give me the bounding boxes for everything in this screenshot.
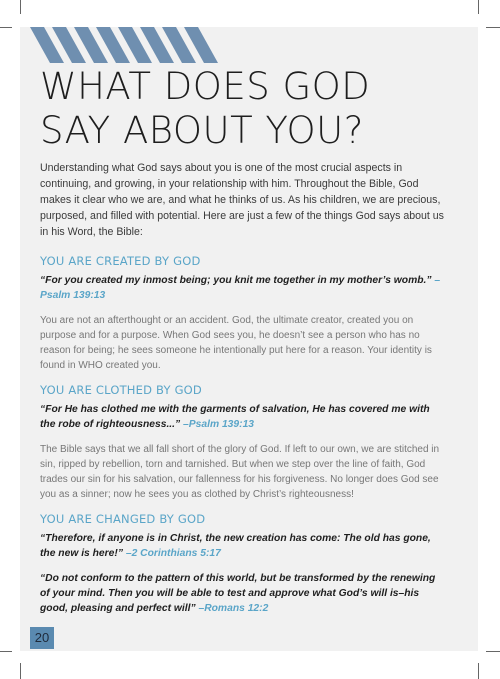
crop-mark bbox=[478, 0, 479, 14]
section-body: You are not an afterthought or an accident. God, the ultimate creator, created you on purpose and for a purpose. When God sees you, he doesn’t see a person who has no reason for being; he sees someone he intentionally put here for a reason. Your identity is found in WHO created you. bbox=[40, 315, 432, 371]
decorative-stripes bbox=[30, 27, 230, 63]
section-heading: YOU ARE CREATED BY GOD bbox=[40, 254, 201, 268]
page-number: 20 bbox=[30, 627, 54, 649]
scripture-quote bbox=[40, 571, 445, 616]
scripture-reference: –Romans 12:2 bbox=[198, 603, 269, 614]
scripture-quote bbox=[40, 531, 445, 561]
section-changed bbox=[40, 512, 445, 616]
section-body: The Bible says that we all fall short of the glory of God. If left to our own, we are stitched in sin, ripped by rebellion, torn and tarnished. But when we step over the line of faith, God trades our sin for his salvation, our fallenness for his forgiveness. No longer does God see you as a sinner; now he sees you as clothed by Christ’s righteousness! bbox=[40, 444, 440, 500]
crop-mark bbox=[0, 27, 12, 28]
quote-text: “Do not conform to the pattern of this world, but be transformed by the renewing of your mind. Then you will be able to test and approve what God’s will is–his good, pleasing and perfect will” bbox=[40, 573, 436, 614]
section-heading: YOU ARE CLOTHED BY GOD bbox=[40, 383, 202, 397]
crop-mark bbox=[20, 663, 21, 679]
section-created bbox=[40, 254, 445, 373]
scripture-quote bbox=[40, 273, 445, 303]
crop-mark bbox=[486, 27, 500, 28]
content bbox=[40, 160, 445, 626]
quote-text: “Therefore, if anyone is in Christ, the new creation has come: The old has gone, the new is here!” bbox=[40, 533, 431, 559]
quote-text: “For He has clothed me with the garments of salvation, He has covered me with the robe of righteousness...” bbox=[40, 404, 430, 430]
scripture-quote bbox=[40, 402, 445, 432]
page-title: WHAT DOES GOD SAY ABOUT YOU? bbox=[40, 65, 371, 152]
crop-mark bbox=[478, 663, 479, 679]
section-heading: YOU ARE CHANGED BY GOD bbox=[40, 512, 206, 526]
scripture-reference: –Psalm 139:13 bbox=[183, 419, 255, 430]
crop-mark bbox=[0, 651, 12, 652]
scripture-reference: –2 Corinthians 5:17 bbox=[125, 548, 221, 559]
crop-mark bbox=[20, 0, 21, 14]
crop-mark bbox=[486, 651, 500, 652]
section-clothed bbox=[40, 383, 445, 502]
scripture-reference: –Psalm 139:13 bbox=[40, 275, 441, 301]
intro-paragraph: Understanding what God says about you is one of the most crucial aspects in continuing, and growing, in your relationship with him. Throughout the Bible, God makes it clear who we are, and what he thinks of us. As his children, we are precious, purposed, and filled with potential. Here are just a few of the things God says about us in his Word, the Bible: bbox=[40, 162, 444, 238]
quote-text: “For you created my inmost being; you knit me together in my mother’s womb.” bbox=[40, 275, 435, 286]
